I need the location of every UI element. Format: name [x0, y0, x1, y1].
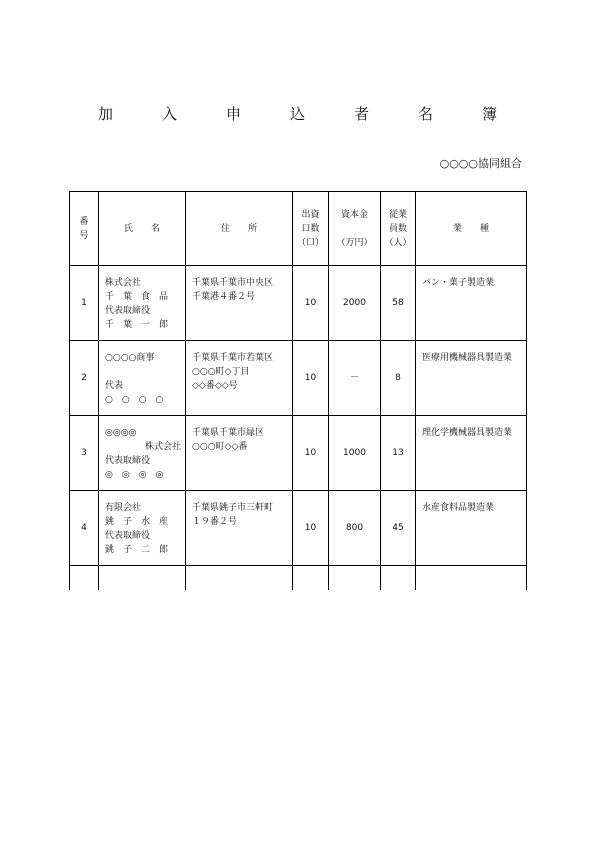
name-line: 株式会社 — [105, 278, 142, 288]
employee-count: 8 — [381, 341, 416, 416]
empty-cell — [293, 566, 329, 590]
empty-cell — [381, 566, 416, 590]
header-capital — [329, 192, 381, 266]
header-address: 住 所 — [186, 192, 293, 266]
name-line-blank — [105, 365, 181, 379]
empty-cell — [99, 566, 186, 590]
header-employees-line-3: （人） — [384, 237, 412, 248]
address-line: 千葉県銚子市三軒町 — [192, 503, 274, 513]
header-number-line-2: 号 — [79, 230, 89, 241]
name-line: 代表取締役 — [105, 531, 151, 541]
header-row — [70, 192, 527, 266]
industry-text: 理化学機械器具製造業 — [422, 428, 513, 438]
name-line: 銚 子 水 産 — [105, 517, 169, 527]
address-line: ○○○町◇◇番 — [192, 442, 248, 452]
industry-text: 医療用機械器具製造業 — [422, 353, 513, 363]
header-capital-line-3: （万円） — [336, 237, 373, 248]
table-row-empty — [70, 566, 527, 590]
table-row — [70, 266, 527, 341]
name-line: 代表取締役 — [105, 456, 151, 466]
address-line: 千葉県千葉市中央区 — [192, 278, 274, 288]
name-line: 千 葉 一 郎 — [105, 320, 169, 330]
header-name: 氏 名 — [99, 192, 186, 266]
name-line: 代表取締役 — [105, 306, 151, 316]
header-number — [70, 192, 99, 266]
member-address — [186, 341, 293, 416]
table-row — [70, 341, 527, 416]
name-line: ○ ○ ○ ○ — [105, 395, 164, 405]
header-employees-line-2: 員数 — [388, 223, 407, 234]
header-capital-line-1: 資本金 — [340, 209, 368, 220]
header-units-line-2: 口数 — [301, 223, 320, 234]
name-line: 株式会社 — [144, 442, 181, 452]
member-name — [99, 491, 186, 566]
industry-text: 水産食料品製造業 — [422, 503, 495, 513]
address-line: ◇◇番◇◇号 — [192, 381, 238, 391]
empty-cell — [416, 566, 527, 590]
row-number: 3 — [70, 416, 99, 491]
address-line: 千葉港４番２号 — [192, 292, 256, 302]
header-employees-line-1: 従業 — [388, 209, 407, 220]
applicant-roster-table — [69, 191, 527, 590]
investment-units: 10 — [293, 266, 329, 341]
industry-text: パン・菓子製造業 — [422, 278, 495, 288]
industry-type — [416, 266, 527, 341]
header-units — [293, 192, 329, 266]
member-address — [186, 416, 293, 491]
name-line: 千 葉 食 品 — [105, 292, 169, 302]
header-employees — [381, 192, 416, 266]
address-line: ○○○町◇丁目 — [192, 367, 250, 377]
page-title: 加 入 申 込 者 名 簿 — [97, 105, 514, 123]
organization-name: ○○○○協同組合 — [439, 157, 522, 170]
name-line: 銚 子 二 郎 — [105, 545, 169, 555]
name-line: 有限会社 — [105, 503, 142, 513]
capital-amount: 2000 — [329, 266, 381, 341]
header-number-line-1: 番 — [79, 216, 89, 227]
investment-units: 10 — [293, 416, 329, 491]
name-line: ○○○○商事 — [105, 353, 155, 363]
row-number: 1 — [70, 266, 99, 341]
capital-amount: － — [329, 341, 381, 416]
address-line: 千葉県千葉市若葉区 — [192, 353, 274, 363]
industry-type — [416, 416, 527, 491]
row-number: 4 — [70, 491, 99, 566]
name-line: 代表 — [105, 381, 124, 391]
header-capital-line-2 — [336, 222, 372, 236]
capital-amount: 1000 — [329, 416, 381, 491]
empty-cell — [70, 566, 99, 590]
empty-cell — [186, 566, 293, 590]
address-line: 千葉県千葉市緑区 — [192, 428, 265, 438]
industry-type — [416, 491, 527, 566]
investment-units: 10 — [293, 491, 329, 566]
employee-count: 45 — [381, 491, 416, 566]
table-row — [70, 416, 527, 491]
name-line: ◎◎◎◎ — [105, 428, 137, 438]
header-units-line-3: （口） — [296, 237, 324, 248]
industry-type — [416, 341, 527, 416]
name-line: ◎ ◎ ◎ ◎ — [105, 470, 164, 480]
empty-cell — [329, 566, 381, 590]
employee-count: 58 — [381, 266, 416, 341]
member-address — [186, 266, 293, 341]
member-name — [99, 266, 186, 341]
member-name — [99, 341, 186, 416]
member-address — [186, 491, 293, 566]
header-industry: 業 種 — [416, 192, 527, 266]
row-number: 2 — [70, 341, 99, 416]
table-row — [70, 491, 527, 566]
employee-count: 13 — [381, 416, 416, 491]
member-name — [99, 416, 186, 491]
header-units-line-1: 出資 — [301, 209, 320, 220]
address-line: １９番２号 — [192, 517, 238, 527]
investment-units: 10 — [293, 341, 329, 416]
capital-amount: 800 — [329, 491, 381, 566]
